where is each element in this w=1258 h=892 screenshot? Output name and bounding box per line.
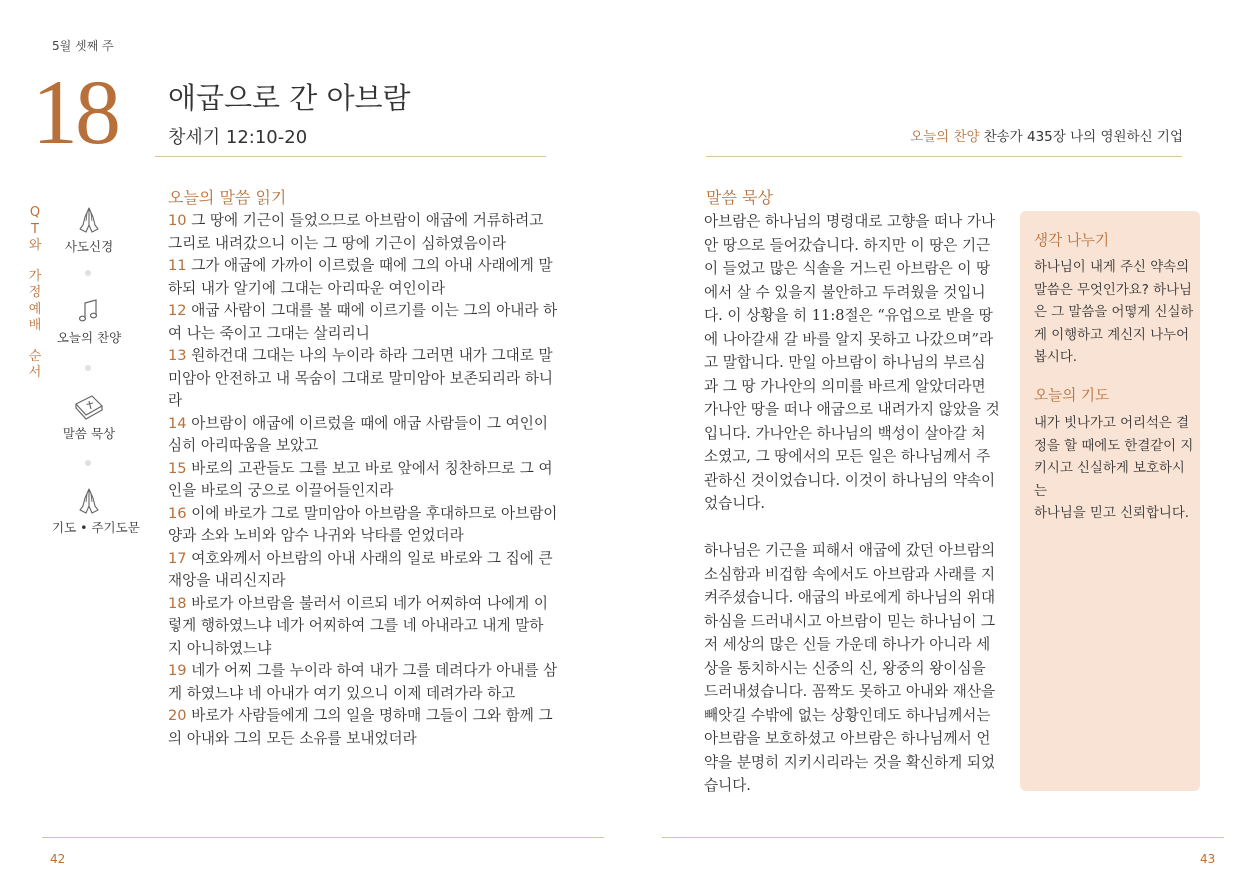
verse	[168, 660, 558, 705]
verse-text: 애굽 사람이 그대를 볼 때에 이르기를 이는 그의 아내라 하 여 나는 죽이고 그대는 살리리니	[168, 302, 558, 342]
page-number-left: 42	[50, 852, 66, 866]
order-item-prayer	[52, 486, 140, 536]
praying-hands-icon	[74, 486, 104, 516]
verse	[168, 255, 558, 300]
meditation-paragraph: 아브람은 하나님의 명령대로 고향을 떠나 가나 안 땅으로 들어갔습니다. 하지만 이 땅은 기근 이 들었고 많은 식솔을 거느린 아브람은 이 땅 에서 살 수 있을지 불안하고 두려웠을 것입니 다. 이 상황을 히 11:8절은 “유업으로 받을 땅 에 나아갈새 갈 바를 알지 못하고 나갔으며”라 고 말합니다. 만일 아브람이 하나님의 부르심 과 그 땅 가나안의 의미를 바르게 알았더라면 가나안 땅을 떠나 애굽으로 내려가지 않았을 것 입니다. 가나안은 하나님의 백성이 살아갈 처 소였고, 그 땅에서의 모든 일은 하나님께서 주 관하신 것이었습니다. 이것이 하나님의 약속이 었습니다.	[704, 213, 1000, 512]
order-item-meditation	[52, 390, 126, 442]
prayer-text: 내가 빗나가고 어리석은 결 정을 할 때에도 한결같이 지 키시고 신실하게 보호하시는 하나님을 믿고 신뢰합니다.	[1034, 416, 1194, 521]
verse-number: 11	[168, 257, 187, 274]
vertical-title-char: 예	[28, 301, 42, 317]
music-note-icon	[74, 296, 104, 326]
header-divider-right	[706, 156, 1182, 157]
vertical-title-char: 서	[28, 365, 42, 380]
vertical-title-char: T	[31, 221, 39, 237]
week-label: 5월 셋째 주	[52, 39, 114, 53]
day-number: 18	[32, 61, 118, 163]
verse-text: 바로가 아브람을 불러서 이르되 네가 어찌하여 나에게 이 렇게 행하였느냐 네가 어찌하여 그를 네 아내라고 내게 말하 지 아니하였느냐	[168, 594, 548, 657]
verse	[168, 503, 558, 548]
footer-divider-left	[42, 837, 604, 838]
order-item-creed	[52, 205, 126, 255]
vertical-title-gap	[27, 335, 43, 349]
meditation-body	[704, 210, 1000, 798]
scripture-reference: 창세기 12:10-20	[168, 127, 308, 148]
order-item-label: 말씀 묵상	[62, 426, 116, 441]
verse-number: 16	[168, 504, 187, 522]
order-item-label: 기도 • 주기도문	[52, 520, 140, 535]
verse-text: 네가 어찌 그를 누이라 하여 내가 그를 데려다가 아내를 삼 게 하였느냐 네 아내가 여기 있으니 이제 데려가라 하고	[168, 662, 558, 702]
verse-text: 바로의 고관들도 그를 보고 바로 앞에서 칭찬하므로 그 여 인을 바로의 궁으로 이끌어들인지라	[168, 459, 553, 499]
page-title: 애굽으로 간 아브람	[168, 81, 411, 115]
verse-text: 바로가 사람들에게 그의 일을 명하매 그들이 그와 함께 그 의 아내와 그의 모든 소유를 보내었더라	[168, 707, 553, 747]
verse	[168, 593, 558, 661]
share-text: 하나님이 내게 주신 약속의 말씀은 무엇인가요? 하나님 은 그 말씀을 어떻게 신실하 게 이행하고 계신지 나누어 봅시다.	[1034, 260, 1194, 365]
verse	[168, 413, 558, 458]
verse-number: 20	[168, 707, 187, 724]
verse	[168, 345, 558, 413]
header-divider-left	[155, 156, 546, 157]
meditation-heading: 말씀 묵상	[706, 188, 773, 207]
hymn-value: 찬송가 435장 나의 영원하신 기업	[983, 129, 1183, 145]
order-item-label: 오늘의 찬양	[56, 330, 122, 345]
verse-text: 여호와께서 아브람의 아내 사래의 일로 바로와 그 집에 큰 재앙을 내리신지라	[168, 549, 553, 589]
hymn-label: 오늘의 찬양	[910, 129, 980, 145]
share-heading: 생각 나누기	[1034, 232, 1110, 249]
verse-number: 10	[168, 212, 187, 229]
footer-divider-right	[662, 837, 1224, 838]
verse-number: 19	[168, 662, 187, 679]
prayer-heading: 오늘의 기도	[1034, 387, 1110, 404]
vertical-title-char: 정	[28, 285, 42, 300]
verse-number: 12	[168, 302, 187, 319]
separator-dot	[85, 270, 91, 276]
separator-dot	[85, 460, 91, 466]
bible-icon	[72, 390, 106, 422]
praying-hands-icon	[74, 205, 104, 235]
verse-number: 15	[168, 459, 187, 477]
verse	[168, 548, 558, 593]
verse-text: 이에 바로가 그로 말미암아 아브람을 후대하므로 아브람이 양과 소와 노비와 암수 나귀와 낙타를 얻었더라	[168, 504, 558, 544]
verse-number: 13	[168, 347, 187, 364]
verse-text: 아브람이 애굽에 이르렀을 때에 애굽 사람들이 그 여인이 심히 아리따움을 보았고	[168, 414, 548, 454]
reading-heading: 오늘의 말씀 읽기	[168, 188, 287, 207]
verse	[168, 300, 558, 345]
verse	[168, 705, 558, 750]
vertical-title-char: 배	[28, 318, 42, 333]
page-number-right: 43	[1200, 852, 1216, 866]
verse-number: 18	[168, 594, 187, 612]
order-item-hymn	[52, 296, 126, 346]
verse	[168, 210, 558, 255]
todays-hymn	[900, 125, 1183, 145]
scripture-verses	[168, 210, 558, 750]
verse-number: 17	[168, 549, 187, 567]
separator-dot	[85, 365, 91, 371]
worship-order-title	[27, 205, 43, 382]
vertical-title-char: 가	[28, 268, 42, 284]
order-item-label: 사도신경	[64, 239, 114, 254]
verse-number: 14	[168, 414, 187, 432]
verse-text: 원하건대 그대는 나의 누이라 하라 그러면 내가 그대로 말 미암아 안전하고 내 목숨이 그대로 말미암아 보존되리라 하니라	[168, 347, 553, 409]
vertical-title-char: Q	[29, 205, 41, 220]
meditation-paragraph: 하나님은 기근을 피해서 애굽에 갔던 아브람의 소심함과 비겁함 속에서도 아브람과 사래를 지 켜주셨습니다. 애굽의 바로에게 하나님의 위대 하심을 드러내시고 아브람이 믿는 하나님이 그 저 세상의 많은 신들 가운데 하나가 아니라 세 상을 통치하시는 신중의 신, 왕중의 왕이심을 드러내셨습니다. 꼼짝도 못하고 아내와 재산을 빼앗길 수밖에 없는 상황인데도 하나님께서는 아브람을 보호하셨고 아브람은 하나님께서 언 약을 분명히 지키시리라는 것을 확신하게 되었 습니다.	[704, 542, 996, 794]
verse-text: 그가 애굽에 가까이 이르렀을 때에 그의 아내 사래에게 말 하되 내가 알기에 그대는 아리따운 여인이라	[168, 257, 553, 297]
vertical-title-gap	[27, 255, 43, 269]
verse	[168, 458, 558, 503]
vertical-title-char: 와	[28, 238, 42, 253]
verse-text: 그 땅에 기근이 들었으므로 아브람이 애굽에 거류하려고 그리로 내려갔으니 이는 그 땅에 기근이 심하였음이라	[168, 212, 544, 252]
vertical-title-char: 순	[28, 348, 42, 364]
